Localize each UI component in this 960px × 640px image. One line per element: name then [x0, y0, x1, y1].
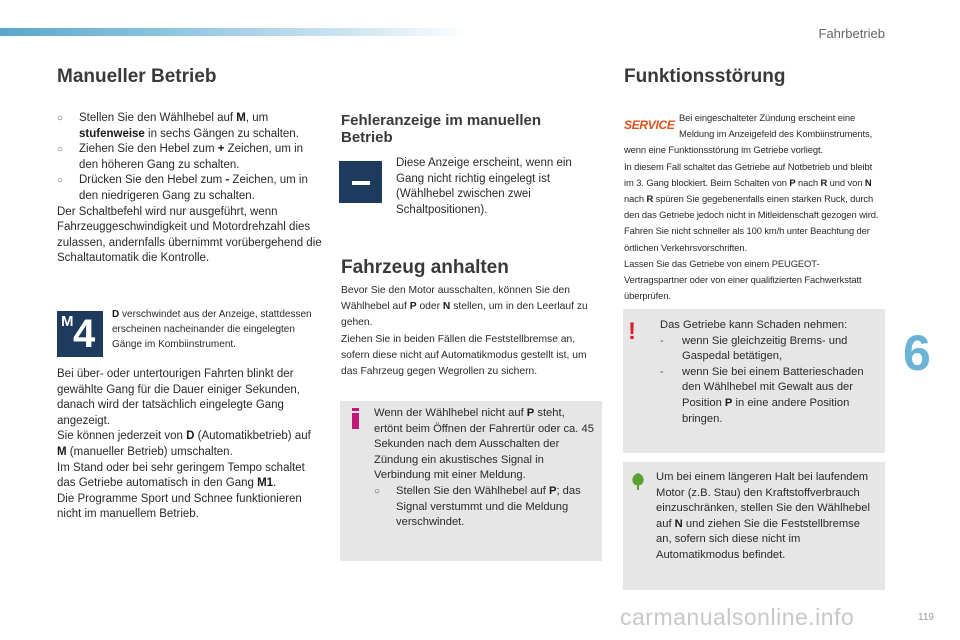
stoerung-title: Funktionsstörung: [624, 66, 786, 87]
anhalten-text: [341, 283, 603, 380]
manual-paragraph-1: Der Schaltbefehl wird nur ausgeführt, wenn Fahrzeuggeschwindigkeit und Motordrehzahl dies zulassen, andernfalls übernimmt vorübergehend die Schaltautomatik die Kontrolle.: [57, 205, 322, 265]
manual-title: Manueller Betrieb: [57, 66, 217, 87]
stoerung-line: den das Getriebe jedoch nicht in Mitleidenschaft gezogen wird.: [624, 209, 879, 221]
chapter-number: 6: [903, 325, 931, 381]
stoerung-line: Fahren Sie nicht schneller als 100 km/h unter Beachtung der: [624, 225, 870, 237]
fehler-title: Fehleranzeige im manuellen Betrieb: [341, 112, 542, 146]
info-icon: [352, 413, 359, 429]
manual-bullet-1: ○ Stellen Sie den Wählhebel auf M, um stufenweise in sechs Gängen zu schalten.: [57, 112, 299, 140]
info-box-text: [374, 406, 594, 531]
eco-box-text: Um bei einem längeren Halt bei laufendem Motor (z.B. Stau) den Kraftstoffverbrauch einzuschränken, stellen Sie den Wählhebel auf N und ziehen Sie die Feststellbremse an, sofern sich diese nicht im Automatikmodus befindet.: [656, 471, 870, 561]
stoerung-line: wenn eine Funktionsstörung im Getriebe vorliegt.: [624, 144, 823, 156]
anhalten-paragraph-2: Ziehen Sie in beiden Fällen die Feststellbremse an, sofern diese nicht auf Automatikmodus gestellt ist, um das Fahrzeug gegen Wegrollen zu sichern.: [341, 333, 587, 378]
section-title: Fahrbetrieb: [818, 26, 885, 41]
warning-item-2: - wenn Sie bei einem Batterieschaden den Wählhebel mit Gewalt aus der Position P in eine andere Position bringen.: [660, 365, 864, 425]
stoerung-line: im 3. Gang blockiert. Beim Schalten von P nach R und von N: [624, 176, 872, 188]
fehler-text: Diese Anzeige erscheint, wenn ein Gang nicht richtig eingelegt ist (Wählhebel zwischen zwei Schaltpositionen).: [396, 157, 572, 216]
bullet-marker-icon: ○: [57, 175, 64, 187]
stoerung-text: [624, 110, 886, 304]
stoerung-line: Meldung im Anzeigefeld des Kombiinstruments,: [679, 128, 873, 140]
manual-paragraph-4: Im Stand oder bei sehr geringem Tempo schaltet das Getriebe automatisch in den Gang M1.: [57, 461, 305, 490]
warning-box-text: [660, 318, 880, 427]
m4-note: D verschwindet aus der Anzeige, stattdessen erscheinen nacheinander die eingelegten Gänge im Kombiinstrument.: [112, 309, 312, 350]
eco-leaf-icon: [630, 472, 646, 490]
header-accent-bar: [0, 28, 470, 36]
bullet-marker-icon: ○: [57, 113, 64, 124]
service-warning-icon: SERVICE: [624, 118, 675, 132]
gear-fault-display-icon: [339, 161, 382, 203]
manual-bullets: [57, 111, 322, 267]
stoerung-line: Vertragspartner oder von einer qualifizierten Fachwerkstatt: [624, 274, 862, 286]
stoerung-line: In diesem Fall schaltet das Getriebe auf Notbetrieb und bleibt: [624, 160, 873, 172]
stoerung-line: örtlichen Verkehrsvorschriften.: [624, 241, 747, 253]
gear-display-m4-icon: M 4: [57, 311, 103, 357]
anhalten-paragraph-1: Bevor Sie den Motor ausschalten, können Sie den Wählhebel auf P oder N stellen, um in den Leerlauf zu gehen.: [341, 285, 588, 329]
manual-paragraph-2: Bei über- oder untertourigen Fahrten blinkt der gewählte Gang für die Dauer einiger Sekunden, danach wird der tatsächlich eingelegte Gang angezeigt.: [57, 368, 300, 427]
page-number: 119: [918, 612, 934, 623]
info-bullet: ○ Stellen Sie den Wählhebel auf P; das Signal verstummt und die Meldung verschwindet.: [374, 484, 581, 529]
warning-item-1: - wenn Sie gleichzeitig Brems- und Gaspedal betätigen,: [660, 334, 848, 363]
bullet-marker-icon: ○: [374, 485, 381, 497]
watermark: carmanualsonline.info: [620, 604, 855, 630]
stoerung-line: Lassen Sie das Getriebe von einem PEUGEOT-: [624, 257, 820, 269]
manual-paragraph-3: Sie können jederzeit von D (Automatikbetrieb) auf M (manueller Betrieb) umschalten.: [57, 430, 311, 458]
anhalten-title: Fahrzeug anhalten: [341, 257, 509, 278]
manual-paragraph-5: Die Programme Sport und Schnee funktionieren nicht im manuellem Betrieb.: [57, 492, 302, 521]
warning-exclamation-icon: !: [628, 318, 636, 345]
manual-bullet-2: ○ Ziehen Sie den Hebel zum + Zeichen, um in den höheren Gang zu schalten.: [57, 143, 304, 171]
warning-intro: Das Getriebe kann Schaden nehmen:: [660, 319, 848, 331]
info-paragraph: Wenn der Wählhebel nicht auf P steht, ertönt beim Öffnen der Fahrertür oder ca. 45 Sekunden nach dem Ausschalten der Zündung ein akustisches Signal in Verbindung mit einer Meldung.: [374, 407, 594, 482]
bullet-marker-icon: ○: [57, 144, 64, 156]
stoerung-line: Bei eingeschalteter Zündung erscheint eine: [679, 112, 856, 123]
manual-bullet-3: ○ Drücken Sie den Hebel zum - Zeichen, um in den niedrigeren Gang zu schalten.: [57, 174, 308, 202]
stoerung-line: nach R spüren Sie gegebenenfalls einen starken Ruck, durch: [624, 193, 874, 205]
manual-text-2: [57, 367, 322, 523]
stoerung-line: überprüfen.: [624, 290, 671, 302]
